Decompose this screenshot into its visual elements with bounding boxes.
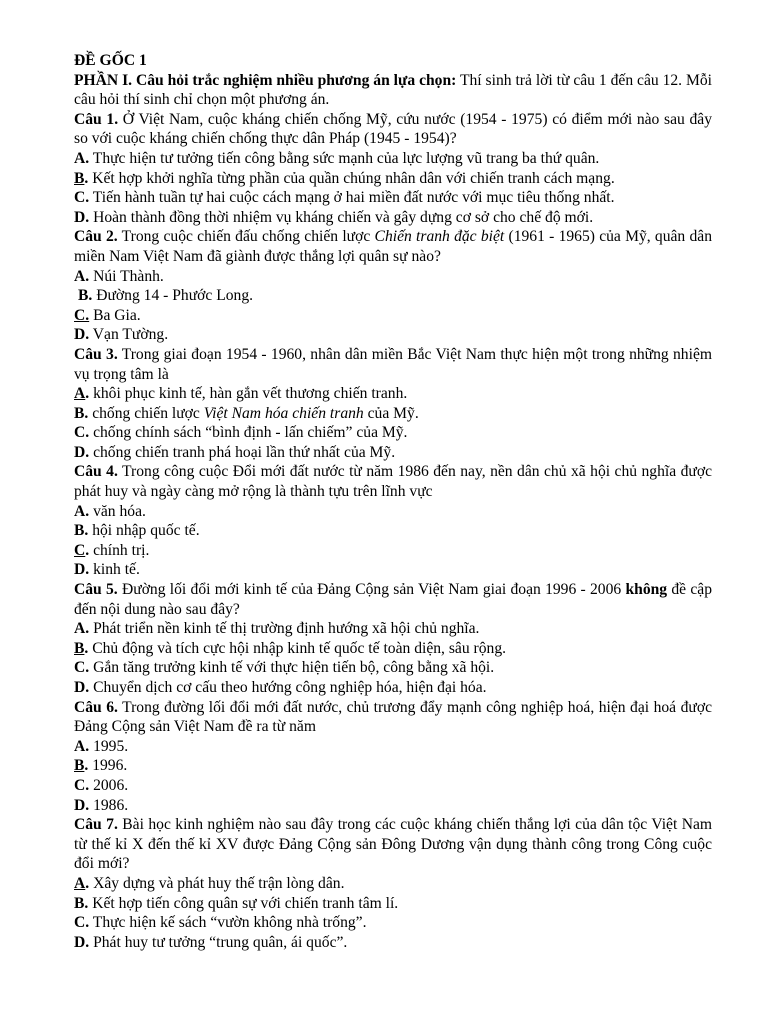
option-letter: C. (74, 189, 90, 207)
option-letter: C. (74, 659, 90, 677)
option-letter: D. (74, 443, 90, 461)
option-text: hội nhập quốc tế. (88, 522, 200, 540)
part-header (74, 71, 712, 110)
question-2-text-italic: Chiến tranh đặc biệt (374, 228, 505, 246)
option-letter: A. (74, 502, 90, 520)
question-2-option-b (74, 286, 712, 306)
option-text: Chuyển dịch cơ cấu theo hướng công nghiệp hóa, hiện đại hóa. (89, 679, 487, 696)
question-6-option-d (74, 796, 712, 816)
option-text: Phát huy tư tưởng “trung quân, ái quốc”. (89, 933, 348, 951)
option-letter-dot: . (85, 385, 90, 403)
question-3-option-d (74, 443, 712, 463)
option-text: Hoàn thành đồng thời nhiệm vụ kháng chiến và gây dựng cơ sở cho chế độ mới. (89, 208, 594, 226)
option-text: kinh tế. (89, 561, 140, 579)
option-letter: A. (74, 267, 90, 285)
question-1-option-a (74, 149, 712, 169)
question-4-option-a (74, 502, 712, 522)
part-instruction: Thí sinh trả lời từ câu 1 đến câu 12. Mỗi câu hỏi thí sinh chỉ chọn một phương án. (74, 71, 712, 109)
question-5-text-bold: không (625, 581, 668, 599)
question-3-label: Câu 3. (74, 345, 118, 363)
question-3-option-a (74, 384, 712, 404)
question-2-option-c (74, 306, 712, 326)
question-6-stem (74, 698, 712, 737)
question-4-option-c (74, 541, 712, 561)
option-text: 2006. (89, 776, 129, 794)
option-text: Ba Gia. (89, 306, 141, 324)
question-5-label: Câu 5. (74, 581, 118, 599)
option-letter-marked: C. (74, 306, 90, 324)
option-letter: C. (74, 424, 90, 442)
exam-title: ĐỀ GỐC 1 (74, 52, 147, 69)
question-6-option-b (74, 756, 712, 776)
question-7-text: Bài học kinh nghiệm nào sau đây trong các cuộc kháng chiến thắng lợi của dân tộc Việt Nam từ thế kỉ X đến thế kỉ XV được Đảng Cộng sản Đông Dương vận dụng thành công trong Công cuộc đổi mới? (74, 816, 713, 873)
question-2-label: Câu 2. (74, 228, 118, 246)
option-text: Kết hợp khởi nghĩa từng phần của quần chúng nhân dân với chiến tranh cách mạng. (88, 169, 615, 187)
option-letter: B. (78, 287, 93, 305)
option-letter-marked: C (74, 541, 86, 559)
option-text: 1996. (88, 757, 128, 775)
question-6-text: Trong đường lối đổi mới đất nước, chủ trương đẩy mạnh công nghiệp hoá, hiện đại hoá được Đảng Cộng sản Việt Nam đề ra từ năm (74, 698, 712, 736)
question-5-option-c (74, 658, 712, 678)
option-letter: C. (74, 776, 90, 794)
question-2-text-a: Trong cuộc chiến đấu chống chiến lược (117, 228, 375, 246)
question-4-text: Trong công cuộc Đổi mới đất nước từ năm 1986 đến nay, nền dân chủ xã hội chủ nghĩa được phát huy và ngày càng mở rộng là thành tựu trên lĩnh vực (74, 463, 713, 501)
option-text: Phát triển nền kinh tế thị trường định hướng xã hội chủ nghĩa. (89, 620, 480, 638)
option-letter-dot: . (85, 541, 90, 559)
question-6-label: Câu 6. (74, 698, 118, 716)
question-4-label: Câu 4. (74, 463, 118, 481)
question-1-option-c (74, 188, 712, 208)
question-4-stem (74, 462, 712, 501)
option-letter-marked: A (74, 385, 86, 403)
option-text: Kết hợp tiến công quân sự với chiến tranh tâm lí. (88, 894, 399, 912)
question-6-option-c (74, 776, 712, 796)
option-text: chính trị. (89, 541, 150, 559)
option-letter-marked: A (74, 874, 86, 892)
option-letter: C. (74, 914, 90, 932)
question-7-option-b (74, 894, 712, 914)
question-6-option-a (74, 737, 712, 757)
question-7-option-c (74, 913, 712, 933)
question-5-option-a (74, 619, 712, 639)
option-text: văn hóa. (89, 502, 146, 520)
question-3-option-c (74, 423, 712, 443)
question-3-text: Trong giai đoạn 1954 - 1960, nhân dân miền Bắc Việt Nam thực hiện một trong những nhiệm vụ trọng tâm là (74, 345, 712, 383)
option-letter-dot: . (85, 874, 90, 892)
option-text: chống chiến tranh phá hoại lần thứ nhất của Mỹ. (89, 443, 396, 461)
option-letter-dot: . (84, 757, 89, 775)
option-text-a: chống chiến lược (88, 404, 204, 422)
question-7-option-d (74, 933, 712, 953)
option-letter: D. (74, 933, 90, 951)
option-letter-marked: B (74, 639, 85, 657)
option-text: Đường 14 - Phước Long. (92, 287, 254, 305)
question-7-label: Câu 7. (74, 816, 118, 834)
question-2-text-b: (1961 - 1965) của Mỹ, quân dân miền Nam Việt Nam đã giành được thắng lợi quân sự nào? (74, 228, 713, 265)
question-1-text: Ở Việt Nam, cuộc kháng chiến chống Mỹ, cứu nước (1954 - 1975) có điểm mới nào sau đây so với cuộc kháng chiến chống thực dân Pháp (1945 - 1954)? (74, 110, 712, 148)
option-text: chống chính sách “bình định - lấn chiếm” của Mỹ. (89, 424, 408, 442)
question-5-text-b: đề cập đến nội dung nào sau đây? (74, 581, 712, 618)
option-letter: B. (74, 404, 89, 422)
question-2-stem (74, 227, 712, 266)
exam-page (74, 51, 712, 952)
option-letter: B. (74, 894, 89, 912)
option-letter: B. (74, 522, 89, 540)
option-text: 1986. (89, 796, 129, 814)
option-text: Xây dựng và phát huy thế trận lòng dân. (89, 874, 345, 892)
question-7-stem (74, 815, 712, 874)
question-1-stem (74, 110, 712, 149)
question-1-label: Câu 1. (74, 110, 119, 128)
question-1-option-d (74, 208, 712, 228)
option-letter: A. (74, 737, 90, 755)
option-letter: D. (74, 561, 90, 579)
question-2-option-a (74, 267, 712, 287)
part-label: PHẦN I. Câu hỏi trắc nghiệm nhiều phương án lựa chọn: (74, 71, 457, 89)
question-2-option-d (74, 325, 712, 345)
option-letter: A. (74, 620, 90, 638)
question-3-stem (74, 345, 712, 384)
option-text: Chủ động và tích cực hội nhập kinh tế quốc tế toàn diện, sâu rộng. (88, 639, 507, 657)
option-text: Thực hiện kế sách “vườn không nhà trống”. (89, 914, 367, 932)
option-text: khôi phục kinh tế, hàn gắn vết thương chiến tranh. (89, 385, 408, 403)
question-3-option-b (74, 404, 712, 424)
option-letter: D. (74, 326, 90, 344)
option-text: Tiến hành tuần tự hai cuộc cách mạng ở hai miền đất nước với mục tiêu thống nhất. (89, 189, 615, 207)
option-letter: D. (74, 796, 90, 814)
option-letter: A. (74, 149, 90, 167)
option-text-italic: Việt Nam hóa chiến tranh (203, 404, 364, 422)
option-letter-marked: B (74, 169, 85, 187)
question-5-option-b (74, 639, 712, 659)
option-text: Gắn tăng trưởng kinh tế với thực hiện tiến bộ, công bằng xã hội. (89, 659, 495, 677)
question-5-text-a: Đường lối đổi mới kinh tế của Đảng Cộng sản Việt Nam giai đoạn 1996 - 2006 (117, 581, 626, 599)
question-5-option-d (74, 678, 712, 698)
question-7-option-a (74, 874, 712, 894)
option-text: Vạn Tường. (89, 326, 169, 344)
option-text: Thực hiện tư tưởng tiến công bằng sức mạnh của lực lượng vũ trang ba thứ quân. (89, 149, 600, 167)
option-letter-marked: B (74, 757, 85, 775)
option-letter-dot: . (84, 639, 89, 657)
question-4-option-d (74, 560, 712, 580)
question-4-option-b (74, 521, 712, 541)
option-letter: D. (74, 679, 90, 696)
option-text: Núi Thành. (89, 267, 164, 285)
option-text-b: của Mỹ. (363, 404, 419, 422)
option-letter: D. (74, 208, 90, 226)
option-letter-dot: . (84, 169, 89, 187)
question-1-option-b (74, 169, 712, 189)
option-text: 1995. (89, 737, 129, 755)
question-5-stem (74, 580, 712, 619)
